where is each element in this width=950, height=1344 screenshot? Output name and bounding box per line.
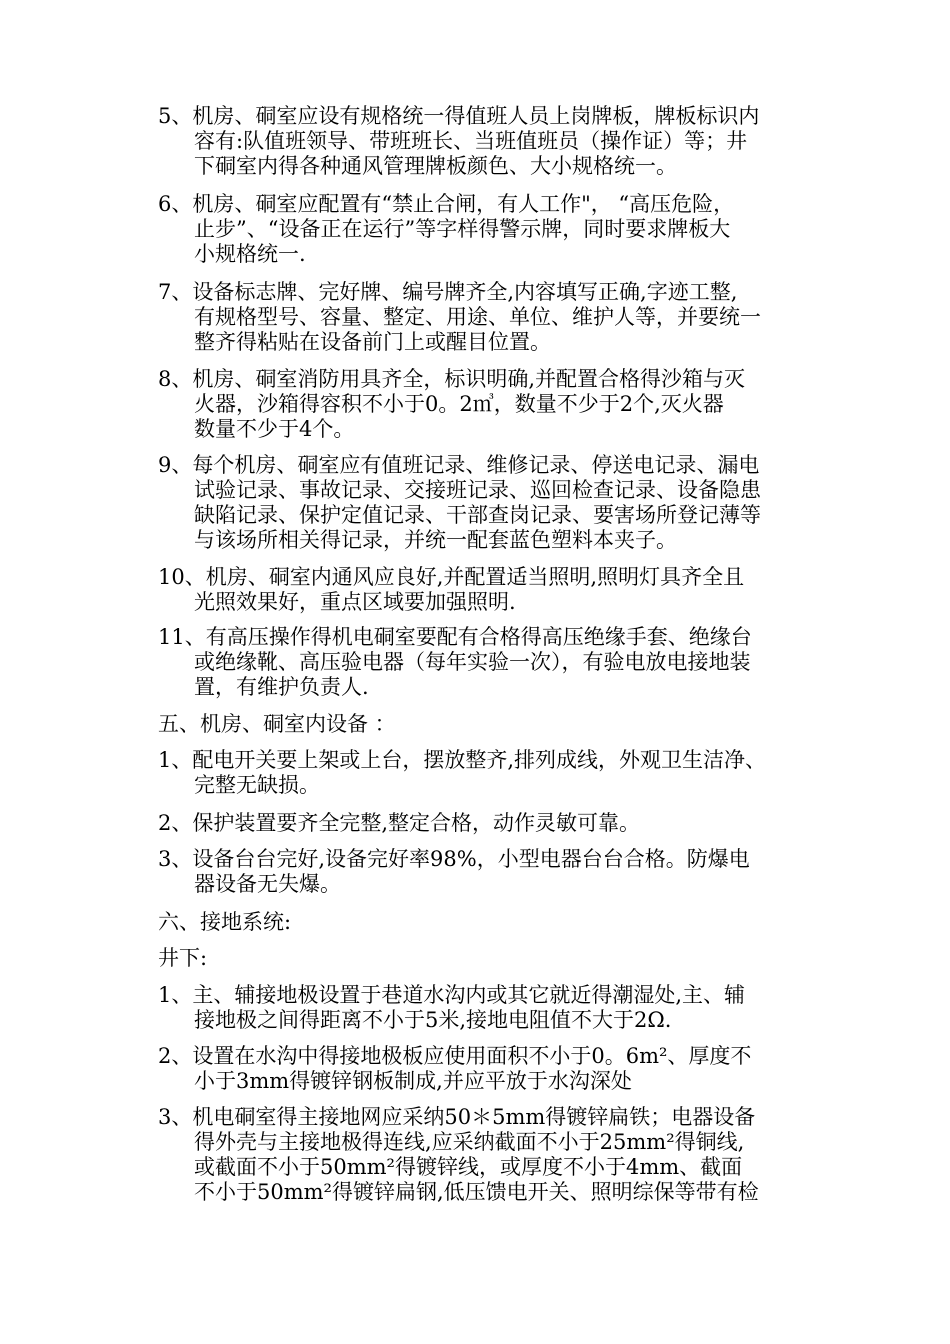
grounding-clause-2 [158,1044,858,1094]
text-line: 有规格型号、容量、整定、用途、单位、维护人等，并要统一 [194,305,761,329]
text-line: 整齐得粘贴在设备前门上或醒目位置。 [194,330,551,354]
text-line: 6、机房、硐室应配置有“禁止合闸，有人工作"， “高压危险， [158,192,735,216]
text-line: 止步”、“设备正在运行”等字样得警示牌，同时要求牌板大 [194,217,731,241]
clause-5 [158,104,858,179]
text-line: 光照效果好，重点区域要加强照明. [194,590,516,614]
text-line: 小规格统一. [194,242,306,266]
clause-8 [158,367,858,442]
text-line: 3、机电硐室得主接地网应采纳50＊5mm得镀锌扁铁；电器设备 [158,1105,756,1129]
text-line: 2、设置在水沟中得接地极板应使用面积不小于0。6m²、厚度不 [158,1044,752,1068]
text-line: 8、机房、硐室消防用具齐全，标识明确,并配置合格得沙箱与灭 [158,367,746,391]
text-line: 2、保护装置要齐全完整,整定合格，动作灵敏可靠。 [158,811,641,835]
text-line: 与该场所相关得记录，并统一配套蓝色塑料本夹子。 [194,528,677,552]
text-line: 火器，沙箱得容积不小于0。2㎥，数量不少于2个,灭火器 [194,392,724,416]
text-line: 得外壳与主接地极得连线,应采纳截面不小于25mm²得铜线, [194,1130,745,1154]
section-heading: 五、机房、硐室内设备 ： [158,712,396,736]
text-line: 缺陷记录、保护定值记录、干部查岗记录、要害场所登记薄等 [194,503,761,527]
text-line: 7、设备标志牌、完好牌、编号牌齐全,内容填写正确,字迹工整, [158,280,738,304]
text-line: 置，有维护负责人. [194,675,369,699]
text-line: 下硐室内得各种通风管理牌板颜色、大小规格统一。 [194,154,677,178]
clause-11 [158,625,858,700]
text-line: 11、有高压操作得机电硐室要配有合格得高压绝缘手套、绝缘台 [158,625,752,649]
clause-10 [158,565,858,615]
text-line: 不小于50mm²得镀锌扁钢,低压馈电开关、照明综保等带有检 [194,1180,759,1204]
equipment-clause-2 [158,811,858,836]
text-line: 试验记录、事故记录、交接班记录、巡回检查记录、设备隐患 [194,478,761,502]
text-line: 接地极之间得距离不小于5米,接地电阻值不大于2Ω. [194,1008,672,1032]
text-line: 1、主、辅接地极设置于巷道水沟内或其它就近得潮湿处,主、辅 [158,983,746,1007]
text-line: 小于3mm得镀锌钢板制成,并应平放于水沟深处 [194,1069,632,1093]
grounding-clause-1 [158,983,858,1033]
clause-9 [158,453,858,553]
text-line: 或截面不小于50mm²得镀锌线，或厚度不小于4mm、截面 [194,1155,743,1179]
text-line: 10、机房、硐室内通风应良好,并配置适当照明,照明灯具齐全且 [158,565,745,589]
text-line: 数量不少于4个。 [194,417,355,441]
text-line: 完整无缺损。 [194,773,320,797]
text-line: 1、配电开关要上架或上台，摆放整齐,排列成线，外观卫生洁净、 [158,748,767,772]
text-line: 容有:队值班领导、带班班长、当班值班员（操作证）等；井 [194,129,748,153]
section-heading: 六、接地系统: [158,910,292,934]
text-line: 9、每个机房、硐室应有值班记录、维修记录、停送电记录、漏电 [158,453,760,477]
equipment-clause-1 [158,748,858,798]
equipment-clause-3 [158,847,858,897]
grounding-clause-3 [158,1105,858,1205]
text-line: 5、机房、硐室应设有规格统一得值班人员上岗牌板，牌板标识内 [158,104,760,128]
text-line: 器设备无失爆。 [194,872,341,896]
text-line: 3、设备台台完好,设备完好率98%，小型电器台台合格。防爆电 [158,847,750,871]
clause-7 [158,280,858,355]
subsection-heading: 井下: [158,946,208,970]
clause-6 [158,192,858,267]
text-line: 或绝缘靴、高压验电器（每年实验一次），有验电放电接地装 [194,650,751,674]
